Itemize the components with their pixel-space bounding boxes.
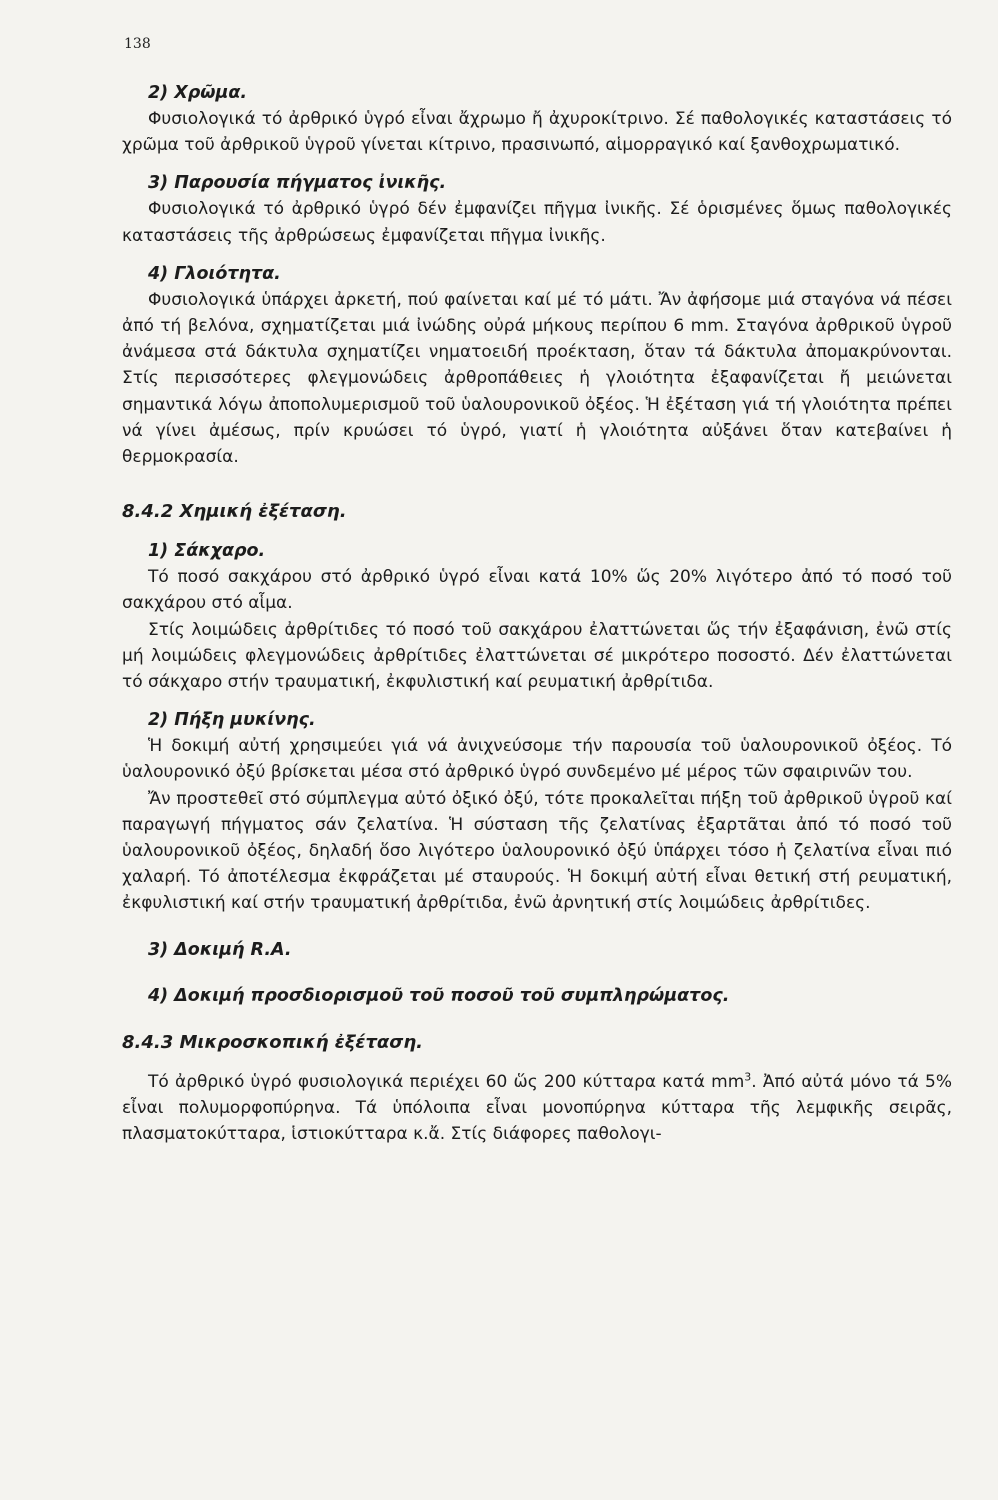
heading-complement-test: 4) Δοκιμή προσδιορισμοῦ τοῦ ποσοῦ τοῦ συμπληρώματος. [148,985,730,1006]
paragraph-fibrin-clot: Φυσιολογικά τό ἀρθρικό ὑγρό δέν ἐμφανίζει πῆγμα ἰνικῆς. Σέ ὁρισμένες ὅμως παθολογικές καταστάσεις τῆς ἀρθρώσεως ἐμφανίζεται πῆγμα ἰνικῆς. [122,199,952,246]
paragraph-microscopic: Τό ἀρθρικό ὑγρό φυσιολογικά περιέχει 60 ὥς 200 κύτταρα κατά $mm^3$. Ἀπό αὐτά μόνο τά 5% εἶναι πολυμορφοπύρηνα. Τά ὑπόλοιπα εἶναι μονοπύρηνα κύτταρα τῆς λεμφικῆς σειρᾶς, πλασματοκύτταρα, ἱστιοκύτταρα κ.ἄ. Στίς διάφορες παθολογι- [122,1070,952,1145]
page-body [122,80,952,1147]
heading-sugar: 1) Σάκχαρο. [148,541,266,562]
heading-color: 2) Χρῶμα. [148,83,248,103]
section-heading-microscopic: 8.4.3 Μικροσκοπική ἐξέταση. [122,1031,423,1053]
paragraph-viscosity: Φυσιολογικά ὑπάρχει ἀρκετή, πού φαίνεται καί μέ τό μάτι. Ἄν ἀφήσομε μιά σταγόνα νά πέσει ἀπό τή βελόνα, σχηματίζεται μιά ἰνώδης οὐρά μήκους περίπου 6 mm. Σταγόνα ἀρθρικοῦ ὑγροῦ ἀνάμεσα στά δάκτυλα σχηματίζει νηματοειδή προέκταση, ὅταν τά δάκτυλα ἀπομακρύνονται. Στίς περισσότερες φλεγμονώδεις ἀρθροπάθειες ἡ γλοιότητα ἐξαφανίζεται ἤ μειώνεται σημαντικά λόγω ἀποπολυμερισμοῦ τοῦ ὑαλουρονικοῦ ὀξέος. Ἡ ἐξέταση γιά τή γλοιότητα πρέπει νά γίνει ἀμέσως, πρίν κρυώσει τό ὑγρό, γιατί ἡ γλοιότητα αὐξάνει ὅταν κατεβαίνει ἡ θερμοκρασία. [122,289,952,468]
heading-fibrin-clot: 3) Παρουσία πήγματος ἰνικῆς. [148,173,447,194]
page-number: 138 [124,36,151,52]
heading-viscosity: 4) Γλοιότητα. [148,263,281,284]
paragraph-mucin-2: Ἄν προστεθεῖ στό σύμπλεγμα αὐτό ὀξικό ὀξύ, τότε προκαλεῖται πήξη τοῦ ἀρθρικοῦ ὑγροῦ καί παραγωγή πήγματος σάν ζελατίνα. Ἡ σύσταση τῆς ζελατίνας ἐξαρτᾶται ἀπό τό ποσό τοῦ ὑαλουρονικοῦ ὀξέος, δηλαδή ὅσο λιγότερο ὑαλουρονικό ὀξύ ὑπάρχει τόσο ἡ ζελατίνα εἶναι πιό χαλαρή. Τό ἀποτέλεσμα ἐκφράζεται μέ σταυρούς. Ἡ δοκιμή αὐτή εἶναι θετική στή ρευματική, ἐκφυλιστική καί στήν τραυματική ἀρθρίτιδα, ἐνῶ ἀρνητική στίς λοιμώδεις ἀρθρίτιδες. [122,788,952,914]
heading-ra-test: 3) Δοκιμή R.A. [148,939,292,960]
paragraph-sugar-2: Στίς λοιμώδεις ἀρθρίτιδες τό ποσό τοῦ σακχάρου ἐλαττώνεται ὥς τήν ἐξαφάνιση, ἐνῶ στίς μή λοιμώδεις φλεγμονώδεις ἀρθρίτιδες ἐλαττώνεται σέ μικρότερο ποσοστό. Δέν ἐλαττώνεται τό σάκχαρο στήν τραυματική, ἐκφυλιστική καί ρευματική ἀρθρίτιδα. [122,619,952,693]
heading-mucin-clot: 2) Πήξη μυκίνης. [148,710,316,731]
paragraph-color: Φυσιολογικά τό ἀρθρικό ὑγρό εἶναι ἄχρωμο ἤ ἀχυροκίτρινο. Σέ παθολογικές καταστάσεις τό χρῶμα τοῦ ἀρθρικοῦ ὑγροῦ γίνεται κίτρινο, πρασινωπό, αἱμορραγικό καί ξανθοχρωματικό. [122,109,952,156]
paragraph-sugar-1: Τό ποσό σακχάρου στό ἀρθρικό ὑγρό εἶναι κατά 10% ὥς 20% λιγότερο ἀπό τό ποσό τοῦ σακχάρου στό αἷμα. [122,567,952,614]
paragraph-mucin-1: Ἡ δοκιμή αὐτή χρησιμεύει γιά νά ἀνιχνεύσομε τήν παρουσία τοῦ ὑαλουρονικοῦ ὀξέος. Τό ὑαλουρονικό ὀξύ βρίσκεται μέσα στό ἀρθρικό ὑγρό συνδεμένο μέ μέρος τῶν σφαιρινῶν του. [122,736,952,783]
section-heading-chemical: 8.4.2 Χημική ἐξέταση. [122,501,347,523]
